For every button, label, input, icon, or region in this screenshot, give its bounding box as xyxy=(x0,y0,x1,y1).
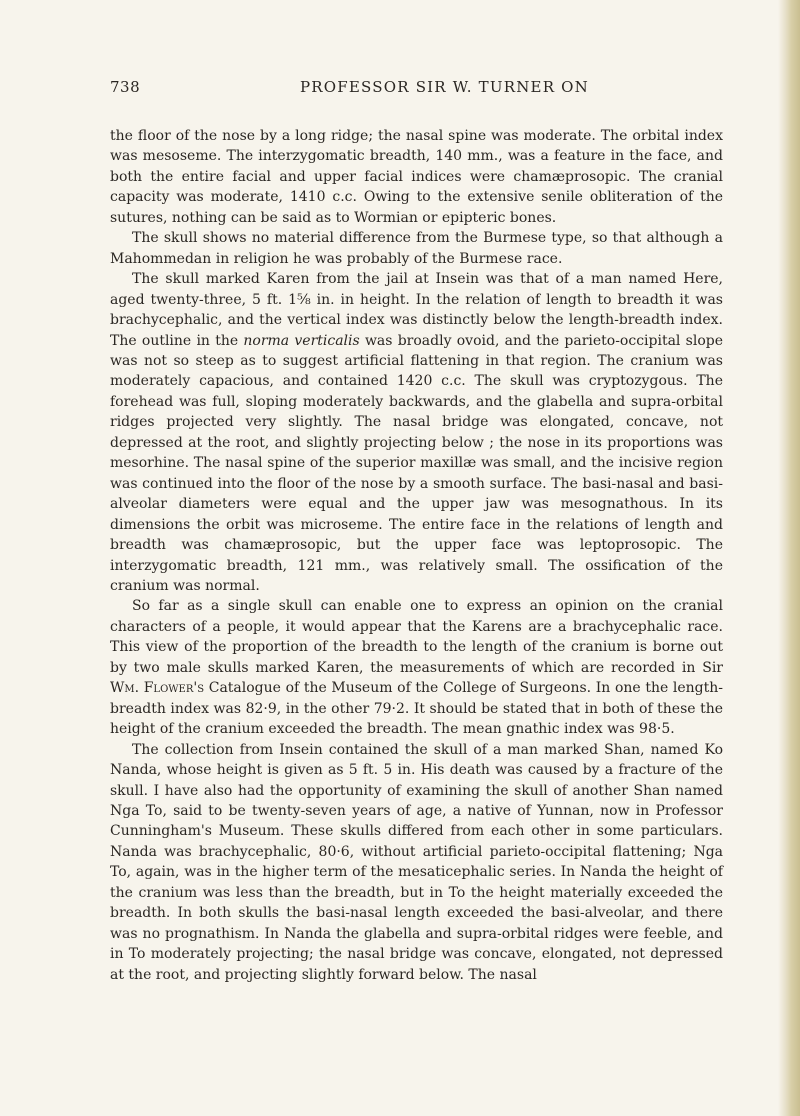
body-text xyxy=(110,126,723,985)
page-edge xyxy=(778,0,800,1116)
paragraph-text: the floor of the nose by a long ridge; the nasal spine was moderate. The orbital index was mesoseme. The interzygomatic breadth, 140 mm., was a feature in the face, and both the entire facial and upper facial indices were chamæprosopic. The cranial capacity was moderate, 1410 c.c. Owing to the extensive senile obliteration of the sutures, nothing can be said as to Wormian or epipteric bones. xyxy=(110,128,723,226)
paragraph-1 xyxy=(110,126,723,228)
paragraph-5 xyxy=(110,740,723,985)
page-header xyxy=(0,78,800,102)
paragraph-text: Catalogue of the Museum of the College of Surgeons. In one the length-breadth index was 82·9, in the other 79·2. It should be stated that in both of these the height of the cranium exceeded the breadth. The mean gnathic index was 98·5. xyxy=(110,680,724,738)
paragraph-text: So far as a single skull can enable one to express an opinion on the cranial characters of a people, it would appear that the Karens are a brachycephalic race. This view of the proportion of the breadth to the length of the cranium is borne out by two male skulls marked Karen, the measurements of which are recorded in Sir xyxy=(110,598,723,676)
paragraph-3 xyxy=(110,269,723,596)
italic-term: norma verticalis xyxy=(243,332,360,349)
paragraph-2 xyxy=(110,228,723,269)
paragraph-text: The collection from Insein contained the skull of a man marked Shan, named Ko Nanda, whose height is given as 5 ft. 5 in. His death was caused by a fracture of the skull. I have also had the opportunity of examining the skull of another Shan named Nga To, said to be twenty-seven years of age, a native of Yunnan, now in Professor Cunningham's Museum. These skulls differed from each other in some particulars. Nanda was brachycephalic, 80·6, without artificial parieto-occipital flattening; Nga To, again, was in the higher term of the mesaticephalic series. In Nanda the height of the cranium was less than the breadth, but in To the height materially exceeded the breadth. In both skulls the basi-nasal length exceeded the basi-alveolar, and there was no prognathism. In Nanda the glabella and supra-orbital ridges were feeble, and in To moderately projecting; the nasal bridge was concave, elongated, not depressed at the root, and projecting slightly forward below. The nasal xyxy=(110,741,723,983)
running-head: PROFESSOR SIR W. TURNER ON xyxy=(300,78,589,96)
author-name: Wm. Flower's xyxy=(110,680,205,697)
paragraph-text: The skull marked Karen from the jail at Insein was that of a man named Here, aged twenty-three, 5 ft. 1⅝ in. in height. In the relation of length to breadth it was brachycephalic, and the vertical index was distinctly below the length-breadth index. The outline in the xyxy=(110,271,723,349)
paragraph-text: The skull shows no material difference from the Burmese type, so that although a Mahommedan in religion he was probably of the Burmese race. xyxy=(110,230,723,267)
paragraph-4 xyxy=(110,596,723,739)
paragraph-text: was broadly ovoid, and the parieto-occipital slope was not so steep as to suggest artificial flattening in that region. The cranium was moderately capacious, and contained 1420 c.c. The skull was cryptozygous. The forehead was full, sloping moderately backwards, and the glabella and supra-orbital ridges projected very slightly. The nasal bridge was elongated, concave, not depressed at the root, and slightly projecting below ; the nose in its proportions was mesorhine. The nasal spine of the superior maxillæ was small, and the incisive region was continued into the floor of the nose by a smooth surface. The basi-nasal and basi-alveolar diameters were equal and the upper jaw was mesognathous. In its dimensions the orbit was microseme. The entire face in the relations of length and breadth was chamæprosopic, but the upper face was leptoprosopic. The interzygomatic breadth, 121 mm., was relatively small. The ossification of the cranium was normal. xyxy=(110,332,723,594)
page-number: 738 xyxy=(110,78,141,96)
